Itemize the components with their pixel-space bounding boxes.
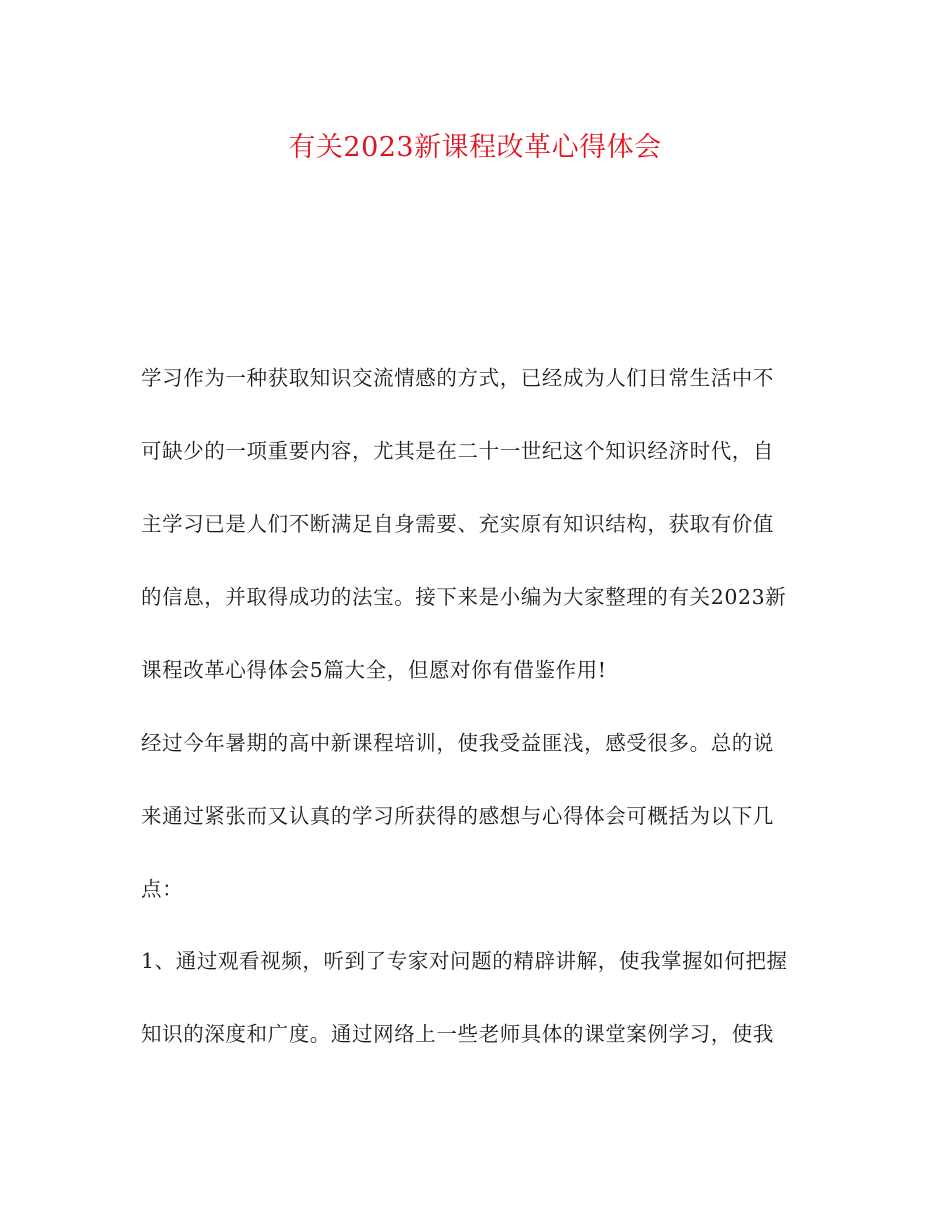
body-line-1: 学习作为一种获取知识交流情感的方式，已经成为人们日常生活中不 (141, 366, 774, 390)
body-line-2: 可缺少的一项重要内容，尤其是在二十一世纪这个知识经济时代，自 (141, 439, 774, 463)
body-line-10: 知识的深度和广度。通过网络上一些老师具体的课堂案例学习，使我 (141, 1022, 774, 1046)
body-line-6: 经过今年暑期的高中新课程培训，使我受益匪浅，感受很多。总的说 (141, 731, 774, 755)
body-line-7: 来通过紧张而又认真的学习所获得的感想与心得体会可概括为以下几 (141, 804, 774, 828)
document-title: 有关2023新课程改革心得体会 (288, 132, 662, 163)
body-line-5: 课程改革心得体会5篇大全，但愿对你有借鉴作用! (141, 658, 607, 682)
body-line-3: 主学习已是人们不断满足自身需要、充实原有知识结构，获取有价值 (141, 512, 774, 536)
body-line-9: 1、通过观看视频，听到了专家对问题的精辟讲解，使我掌握如何把握 (141, 949, 788, 973)
body-line-4: 的信息，并取得成功的法宝。接下来是小编为大家整理的有关2023新 (141, 585, 787, 609)
body-line-8: 点： (141, 877, 184, 901)
